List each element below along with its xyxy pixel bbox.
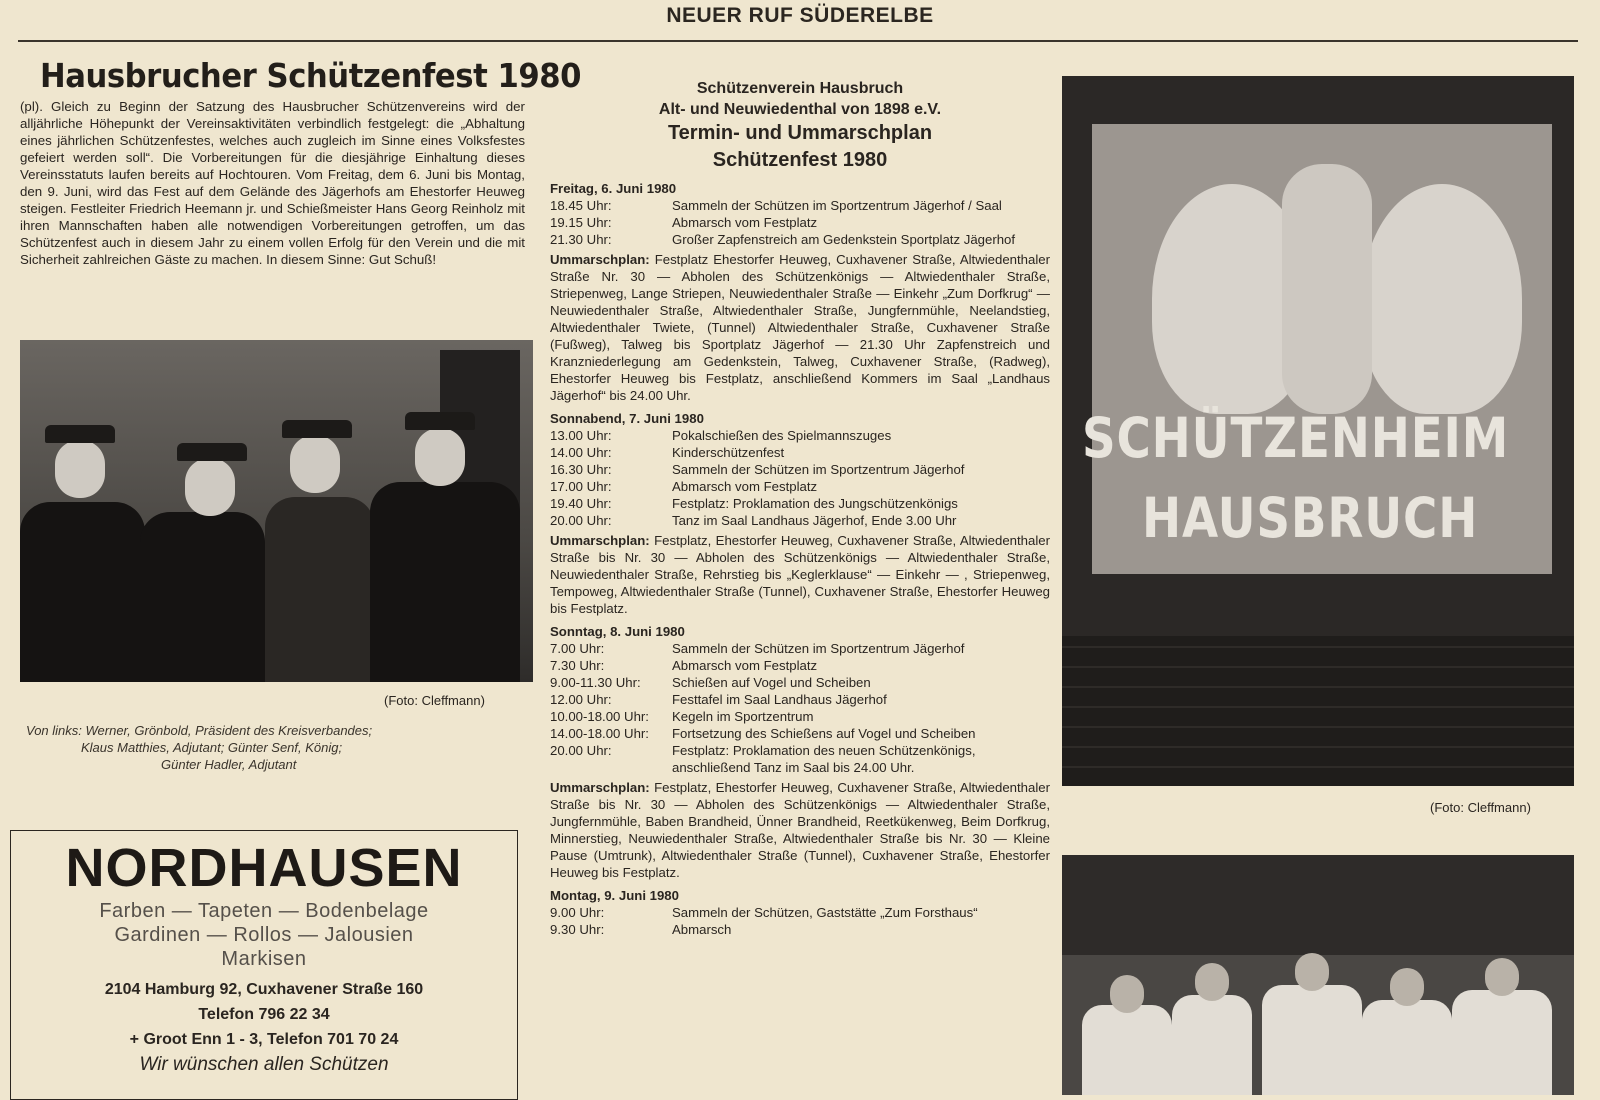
march-route: [550, 251, 1050, 404]
march-route: [550, 779, 1050, 881]
march-label: Ummarschplan:: [550, 252, 650, 267]
event-time: 14.00 Uhr:: [550, 445, 612, 460]
schedule-row: [550, 444, 1050, 461]
event-time: 9.00 Uhr:: [550, 905, 605, 920]
club-name-line2: Alt- und Neuwiedenthal von 1898 e.V.: [658, 101, 942, 118]
ad-address: 2104 Hamburg 92, Cuxhavener Straße 160: [104, 981, 424, 998]
march-label: Ummarschplan:: [550, 533, 650, 548]
schedule-title-line: Schützenfest 1980: [712, 149, 888, 171]
event-text: Fortsetzung des Schießens auf Vogel und Scheiben: [672, 726, 976, 741]
schedule-title: [550, 120, 1050, 174]
event-time: 18.45 Uhr:: [550, 198, 612, 213]
schedule-row: [550, 197, 1050, 214]
schedule-row: [550, 657, 1050, 674]
caption-line: Günter Hadler, Adjutant: [161, 757, 297, 772]
ad-products: Farben — Tapeten — Bodenbelage: [99, 900, 429, 922]
march-label: Ummarschplan:: [550, 780, 650, 795]
schedule-row: [550, 921, 1050, 938]
event-time: 13.00 Uhr:: [550, 428, 612, 443]
schedule-row: [550, 691, 1050, 708]
event-text: Abmarsch vom Festplatz: [672, 479, 818, 494]
schedule: [550, 78, 1050, 938]
event-time: 9.30 Uhr:: [550, 922, 605, 937]
event-text: Kegeln im Sportzentrum: [672, 709, 814, 724]
event-text: Sammeln der Schützen im Sportzentrum Jägerhof / Saal: [672, 198, 1002, 213]
event-text: Festplatz: Proklamation des neuen Schützenkönigs, anschließend Tanz im Saal bis 24.00 Uhr.: [672, 743, 976, 775]
schedule-row: [550, 742, 1050, 776]
ad-title: NORDHAUSEN: [65, 838, 463, 898]
schedule-row: [550, 904, 1050, 921]
schedule-row: [550, 461, 1050, 478]
event-text: Abmarsch: [672, 922, 732, 937]
caption-line: Klaus Matthies, Adjutant; Günter Senf, König;: [81, 740, 343, 755]
ad-branch: + Groot Enn 1 - 3, Telefon 701 70 24: [129, 1031, 399, 1048]
event-time: 19.15 Uhr:: [550, 215, 612, 230]
event-text: Sammeln der Schützen im Sportzentrum Jägerhof: [672, 462, 965, 477]
sign-text: SCHÜTZENHEIM: [1082, 406, 1510, 470]
event-time: 20.00 Uhr:: [550, 513, 612, 528]
schedule-row: [550, 512, 1050, 529]
event-text: Abmarsch vom Festplatz: [672, 215, 818, 230]
march-text: Festplatz, Ehestorfer Heuweg, Cuxhavener Straße, Altwiedenthaler Straße bis Nr. 30 — Abholen des Schützenkönigs — Altwiedenthaler Straße, Jungfernmühle, Baben Brandheid, Ünner Brandheid, Reetkükenweg, Beim Dorfkrug, Minnerstieg, Neuwiedenthaler Straße, Altwiedenthaler Straße bis Nr. 30 — Kleine Pause (Umtrunk), Altwiedenthaler Straße (Tunnel), Cuxhavener Straße, Ehestorfer Heuweg bis Festplatz.: [550, 780, 1050, 880]
clubhouse-sign-photo: [1062, 76, 1574, 786]
group-photo: [20, 340, 533, 682]
schedule-row: [550, 427, 1050, 444]
event-time: 19.40 Uhr:: [550, 496, 612, 511]
event-time: 16.30 Uhr:: [550, 462, 612, 477]
sign-text: HAUSBRUCH: [1142, 486, 1479, 550]
event-text: Festtafel im Saal Landhaus Jägerhof: [672, 692, 887, 707]
event-time: 10.00-18.00 Uhr:: [550, 709, 649, 724]
caption-line: Von links: Werner, Grönbold, Präsident des Kreisverbandes;: [26, 723, 373, 738]
event-text: Großer Zapfenstreich am Gedenkstein Sportplatz Jägerhof: [672, 232, 1016, 247]
event-text: Kinderschützenfest: [672, 445, 785, 460]
event-text: Sammeln der Schützen im Sportzentrum Jägerhof: [672, 641, 965, 656]
masthead-rule: [18, 40, 1578, 42]
event-time: 9.00-11.30 Uhr:: [550, 675, 641, 690]
event-text: Sammeln der Schützen, Gaststätte „Zum Forsthaus“: [672, 905, 978, 920]
day-heading: Freitag, 6. Juni 1980: [550, 181, 677, 196]
schedule-row: [550, 495, 1050, 512]
advertisement: [10, 830, 518, 1100]
club-name: Schützenverein Hausbruch: [696, 80, 904, 97]
event-text: Tanz im Saal Landhaus Jägerhof, Ende 3.00 Uhr: [672, 513, 957, 528]
event-time: 21.30 Uhr:: [550, 232, 612, 247]
ad-phone: Telefon 796 22 34: [198, 1006, 330, 1023]
article-body: (pl). Gleich zu Beginn der Satzung des Hausbrucher Schützenvereins wird der alljährliche Höhepunkt der Vereinsaktivitäten verbindlich festgelegt: die „Abhaltung eines jährlichen Schützenfestes, welches auch zugleich im Sinne eines Volksfestes gefeiert werden soll“. Die Vorbereitungen für die diesjährige Einhaltung dieses Vereinsstatuts laufen bereits auf Hochtouren. Vom Freitag, dem 6. Juni bis Montag, den 9. Juni, wird das Fest auf dem Gelände des Jägerhofs am Ehestorfer Heuweg steigen. Festleiter Friedrich Heemann jr. und Schießmeister Hans Georg Reinholz mit ihren Mannschaften haben alle notwendigen Vorbereitungen getroffen, um das Schützenfest auch in diesem Jahr zu einem vollen Erfolg für den Verein und die mit Sicherheit zahlreichen Gäste zu machen. In diesem Sinne: Gut Schuß!: [20, 99, 525, 267]
schedule-row: [550, 708, 1050, 725]
day-heading: Montag, 9. Juni 1980: [550, 888, 679, 903]
event-time: 14.00-18.00 Uhr:: [550, 726, 649, 741]
march-route: [550, 532, 1050, 617]
event-time: 12.00 Uhr:: [550, 692, 612, 707]
photo-credit: (Foto: Cleffmann): [1430, 800, 1531, 815]
brick-wall: [1062, 636, 1574, 786]
crowd-photo: [1062, 855, 1574, 1095]
event-text: Pokalschießen des Spielmannszuges: [672, 428, 892, 443]
ad-products: Markisen: [221, 948, 307, 970]
masthead: NEUER RUF SÜDERELBE: [666, 4, 934, 27]
event-text: Abmarsch vom Festplatz: [672, 658, 818, 673]
schedule-row: [550, 214, 1050, 231]
article-headline: Hausbrucher Schützenfest 1980: [40, 56, 582, 95]
event-text: Schießen auf Vogel und Scheiben: [672, 675, 871, 690]
event-text: Festplatz: Proklamation des Jungschützenkönigs: [672, 496, 958, 511]
march-text: Festplatz Ehestorfer Heuweg, Cuxhavener Straße, Altwiedenthaler Straße Nr. 30 — Abholen des Schützenkönigs — Altwiedenthaler Straße, Striepenweg, Lange Striepen, Neuwiedenthaler Straße — Einkehr „Zum Dorfkrug“ — Neuwiedenthaler Straße, Altwiedenthaler Straße, Jungfernmühle, Neelandstieg, Altwiedenthaler Twiete, (Tunnel) Altwiedenthaler Straße, Cuxhavener Straße (Fußweg), Talweg bis Sportplatz Jägerhof — 21.30 Uhr Zapfenstreich und Kranzniederlegung am Gedenkstein, Talweg, Cuxhavener Straße, (Radweg), Ehestorfer Heuweg bis Festplatz, anschließend Kommers im Saal „Landhaus Jägerhof“ bis 24.00 Uhr.: [550, 252, 1050, 403]
day-heading: Sonntag, 8. Juni 1980: [550, 624, 685, 639]
photo-credit: (Foto: Cleffmann): [384, 693, 485, 708]
event-time: 7.30 Uhr:: [550, 658, 605, 673]
photo-caption: [26, 722, 496, 773]
schedule-title-line: Termin- und Ummarschplan: [667, 122, 933, 144]
march-text: Festplatz, Ehestorfer Heuweg, Cuxhavener Straße, Altwiedenthaler Straße bis Nr. 30 — Abholen des Schützenkönigs — Altwiedenthaler Straße, Neuwiedenthaler Straße, Rehrstieg bis „Keglerklause“ — Einkehr — , Striepenweg, Tempoweg, Altwiedenthaler Straße (Tunnel), Cuxhavener Straße, Ehestorfer Heuweg bis Festplatz.: [550, 533, 1050, 616]
schedule-row: [550, 725, 1050, 742]
schedule-row: [550, 640, 1050, 657]
ad-slogan: Wir wünschen allen Schützen: [139, 1054, 389, 1075]
event-time: 20.00 Uhr:: [550, 743, 612, 758]
event-time: 7.00 Uhr:: [550, 641, 605, 656]
schedule-row: [550, 674, 1050, 691]
schedule-row: [550, 478, 1050, 495]
event-time: 17.00 Uhr:: [550, 479, 612, 494]
day-heading: Sonnabend, 7. Juni 1980: [550, 411, 704, 426]
ad-products: Gardinen — Rollos — Jalousien: [114, 924, 414, 946]
schedule-row: [550, 231, 1050, 248]
